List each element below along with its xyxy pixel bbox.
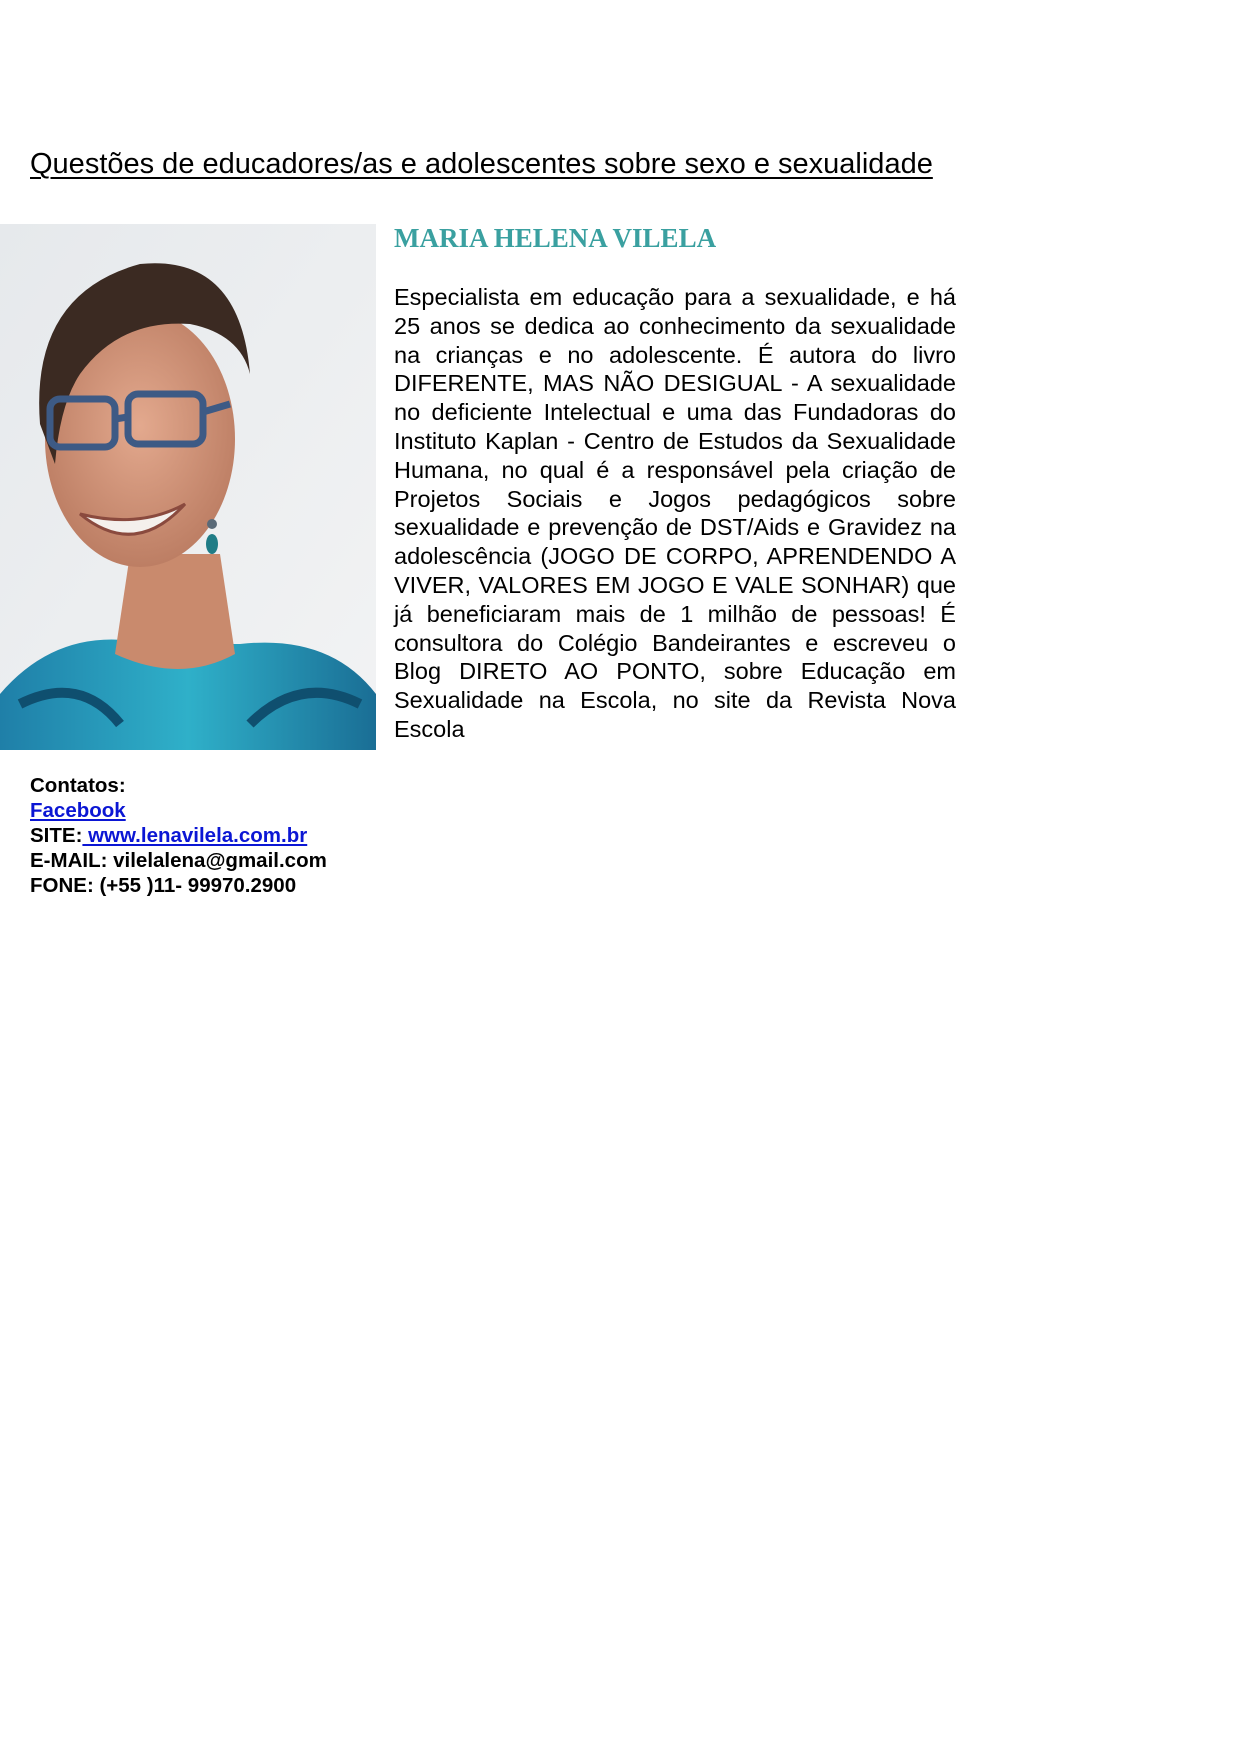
site-label: SITE: bbox=[30, 824, 83, 847]
portrait-image bbox=[0, 224, 376, 750]
author-name: MARIA HELENA VILELA bbox=[394, 223, 717, 253]
phone-label: FONE: bbox=[30, 874, 94, 897]
author-bio: Especialista em educação para a sexualidade, e há 25 anos se dedica ao conhecimento da sexualidade na crianças e no adolescente. É autora do livro DIFERENTE, MAS NÃO DESIGUAL - A sexualidade no deficiente Intelectual e uma das Fundadoras do Instituto Kaplan - Centro de Estudos da Sexualidade Humana, no qual é a responsável pela criação de Projetos Sociais e Jogos pedagógicos sobre sexualidade e prevenção de DST/Aids e Gravidez na adolescência (JOGO DE CORPO, APRENDENDO A VIVER, VALORES EM JOGO E VALE SONHAR) que já beneficiaram mais de 1 milhão de pessoas! É consultora do Colégio Bandeirantes e escreveu o Blog DIRETO AO PONTO, sobre Educação em Sexualidade na Escola, no site da Revista Nova Escola bbox=[394, 284, 956, 742]
email-value: vilelalena@gmail.com bbox=[107, 849, 327, 872]
page-title: Questões de educadores/as e adolescentes sobre sexo e sexualidade bbox=[30, 148, 933, 180]
author-photo bbox=[0, 224, 376, 750]
email-label: E-MAIL: bbox=[30, 849, 108, 872]
contacts-heading: Contatos: bbox=[30, 774, 126, 797]
facebook-link[interactable]: Facebook bbox=[30, 799, 126, 822]
site-link[interactable]: www.lenavilela.com.br bbox=[82, 824, 308, 847]
phone-value: (+55 )11- 99970.2900 bbox=[93, 874, 297, 897]
contacts-block bbox=[30, 773, 390, 898]
